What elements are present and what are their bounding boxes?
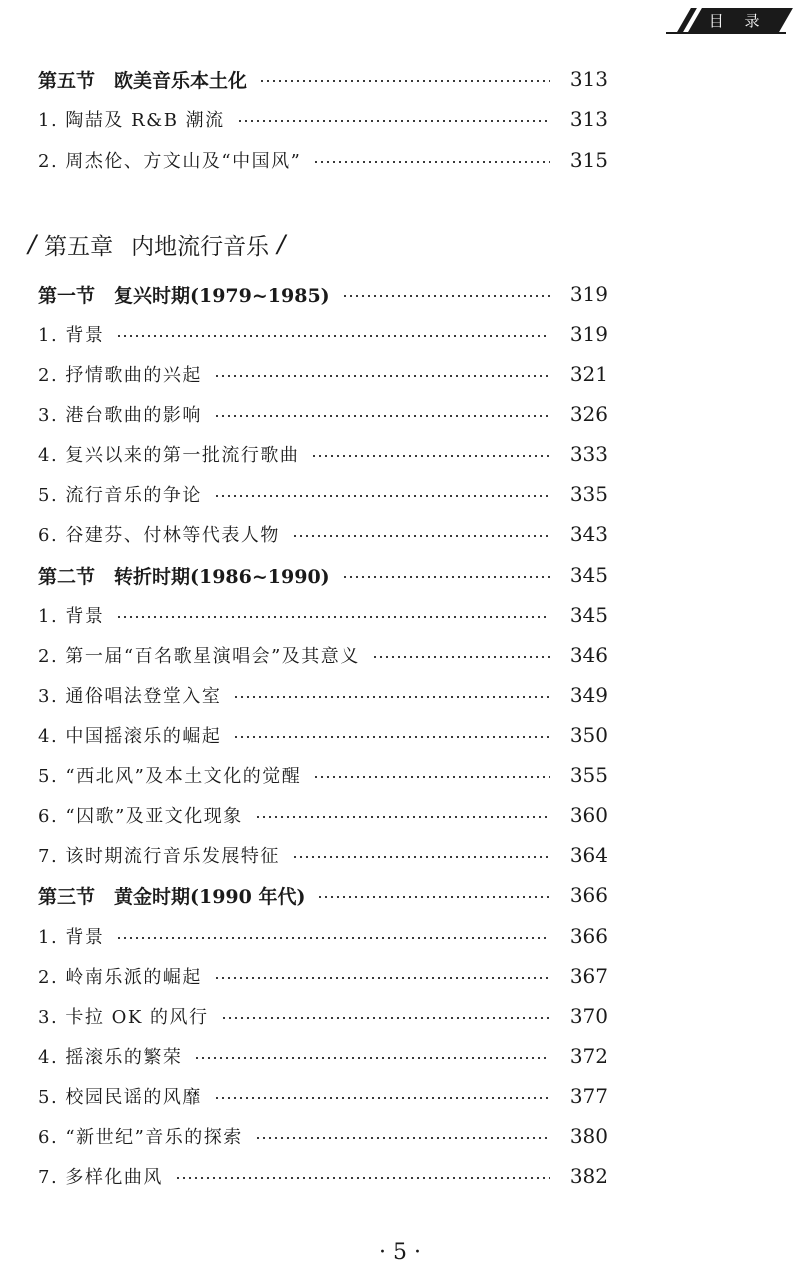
toc-page-number: 321 (569, 362, 608, 386)
toc-entry[interactable] (38, 835, 608, 875)
toc-page-number: 382 (569, 1164, 608, 1188)
toc-entry[interactable] (38, 916, 608, 956)
toc-entry-title: 2. 第一届“百名歌星演唱会”及其意义 (38, 646, 360, 667)
toc-entry-title: 1. 背景 (38, 927, 105, 948)
toc-entry[interactable] (38, 1076, 608, 1116)
toc-page-number: 333 (569, 442, 608, 466)
toc-entry-title: 4. 摇滚乐的繁荣 (38, 1047, 183, 1068)
chapter-slash-open: / (28, 230, 37, 258)
toc-page-number: 372 (569, 1044, 608, 1068)
dot-leader (214, 495, 550, 497)
toc-section-title: 第一节 复兴时期(1979~1985) (38, 284, 330, 307)
chapter-number: 第五章 (44, 233, 114, 260)
toc-entry[interactable] (38, 595, 608, 635)
toc-page-number: 350 (569, 723, 608, 747)
toc-page-number: 380 (569, 1124, 608, 1148)
toc-page-number: 335 (569, 482, 608, 506)
dot-leader (237, 120, 550, 122)
toc-entry[interactable] (38, 675, 608, 715)
toc-page-number: 319 (569, 282, 608, 306)
toc-entry-title: 1. 背景 (38, 606, 105, 627)
toc-entry-title: 1. 背景 (38, 325, 105, 346)
toc-entry-title: 6. “新世纪”音乐的探索 (38, 1127, 243, 1148)
dot-leader (292, 856, 550, 858)
dot-leader (194, 1057, 550, 1059)
toc-page-number: 313 (569, 67, 608, 91)
toc-entry[interactable] (38, 795, 608, 835)
dot-leader (214, 977, 550, 979)
toc-entry-title: 6. 谷建芬、付林等代表人物 (38, 525, 280, 546)
toc-entry-title: 3. 卡拉 OK 的风行 (38, 1007, 209, 1028)
toc-page-number: 319 (569, 322, 608, 346)
page-number-footer: · 5 · (379, 1240, 421, 1265)
header-rule (666, 32, 786, 34)
header-label-box (688, 8, 793, 32)
toc-entry[interactable] (38, 514, 608, 554)
toc-entry[interactable] (38, 140, 608, 180)
toc-entry-title: 2. 岭南乐派的崛起 (38, 967, 202, 988)
toc-entry[interactable] (38, 354, 608, 394)
toc-page-number: 367 (569, 964, 608, 988)
toc-entry[interactable] (38, 635, 608, 675)
toc-entry[interactable] (38, 1036, 608, 1076)
toc-page-number: 355 (569, 763, 608, 787)
toc-entry-title: 6. “囚歌”及亚文化现象 (38, 806, 243, 827)
toc-page-number: 346 (569, 643, 608, 667)
toc-page-number: 360 (569, 803, 608, 827)
toc-page-number: 366 (569, 883, 608, 907)
toc-entry-title: 4. 中国摇滚乐的崛起 (38, 726, 222, 747)
dot-leader (116, 937, 550, 939)
toc-page-number: 326 (569, 402, 608, 426)
dot-leader (233, 696, 550, 698)
dot-leader (342, 576, 550, 578)
dot-leader (255, 816, 550, 818)
toc-entry[interactable] (38, 434, 608, 474)
dot-leader (255, 1137, 550, 1139)
toc-page-number: 315 (569, 148, 608, 172)
toc-entry-title: 3. 通俗唱法登堂入室 (38, 686, 222, 707)
toc-entry-title: 1. 陶喆及 R&B 潮流 (38, 110, 225, 131)
chapter-slash-close: / (277, 230, 286, 258)
toc-entry-title: 5. 校园民谣的风靡 (38, 1087, 202, 1108)
toc-section-entry[interactable] (38, 59, 608, 99)
toc-entry[interactable] (38, 996, 608, 1036)
toc-section-title: 第二节 转折时期(1986~1990) (38, 565, 330, 588)
dot-leader (313, 161, 550, 163)
dot-leader (317, 896, 550, 898)
toc-page-number: 345 (569, 563, 608, 587)
toc-entry[interactable] (38, 99, 608, 139)
dot-leader (116, 335, 550, 337)
toc-entry[interactable] (38, 956, 608, 996)
dot-leader (116, 616, 550, 618)
toc-entry[interactable] (38, 394, 608, 434)
dot-leader (214, 1097, 550, 1099)
toc-entry-title: 4. 复兴以来的第一批流行歌曲 (38, 445, 300, 466)
dot-leader (214, 375, 550, 377)
chapter-title: 内地流行音乐 (131, 233, 270, 260)
toc-section-title: 第三节 黄金时期(1990 年代) (38, 885, 306, 908)
dot-leader (221, 1017, 550, 1019)
toc-entry[interactable] (38, 755, 608, 795)
toc-entry[interactable] (38, 1156, 608, 1196)
toc-entry-title: 2. 周杰伦、方文山及“中国风” (38, 151, 302, 172)
toc-page-number: 349 (569, 683, 608, 707)
toc-page-number: 345 (569, 603, 608, 627)
dot-leader (175, 1177, 550, 1179)
chapter-heading[interactable] (20, 224, 293, 264)
toc-entry-title: 5. 流行音乐的争论 (38, 485, 202, 506)
toc-entry-title: 3. 港台歌曲的影响 (38, 405, 202, 426)
toc-entry-title: 7. 该时期流行音乐发展特征 (38, 846, 280, 867)
header-label: 目 录 (709, 11, 768, 30)
dot-leader (342, 295, 550, 297)
toc-page-number: 366 (569, 924, 608, 948)
dot-leader (292, 535, 550, 537)
toc-section-entry[interactable] (38, 274, 608, 314)
toc-page-number: 370 (569, 1004, 608, 1028)
toc-page-number: 313 (569, 107, 608, 131)
dot-leader (233, 736, 550, 738)
header-tag (684, 8, 786, 32)
toc-section-entry[interactable] (38, 555, 608, 595)
toc-entry-title: 7. 多样化曲风 (38, 1167, 163, 1188)
dot-leader (214, 415, 550, 417)
dot-leader (259, 80, 550, 82)
toc-page-number: 343 (569, 522, 608, 546)
dot-leader (311, 455, 550, 457)
toc-section-entry[interactable] (38, 875, 608, 915)
toc-entry-title: 2. 抒情歌曲的兴起 (38, 365, 202, 386)
toc-entry[interactable] (38, 715, 608, 755)
toc-entry-title: 5. “西北风”及本土文化的觉醒 (38, 766, 302, 787)
dot-leader (313, 776, 550, 778)
dot-leader (372, 656, 550, 658)
toc-section-title: 第五节 欧美音乐本土化 (38, 69, 248, 92)
toc-entry[interactable] (38, 1116, 608, 1156)
toc-entry[interactable] (38, 314, 608, 354)
toc-page-number: 377 (569, 1084, 608, 1108)
toc-page-number: 364 (569, 843, 608, 867)
toc-entry[interactable] (38, 474, 608, 514)
